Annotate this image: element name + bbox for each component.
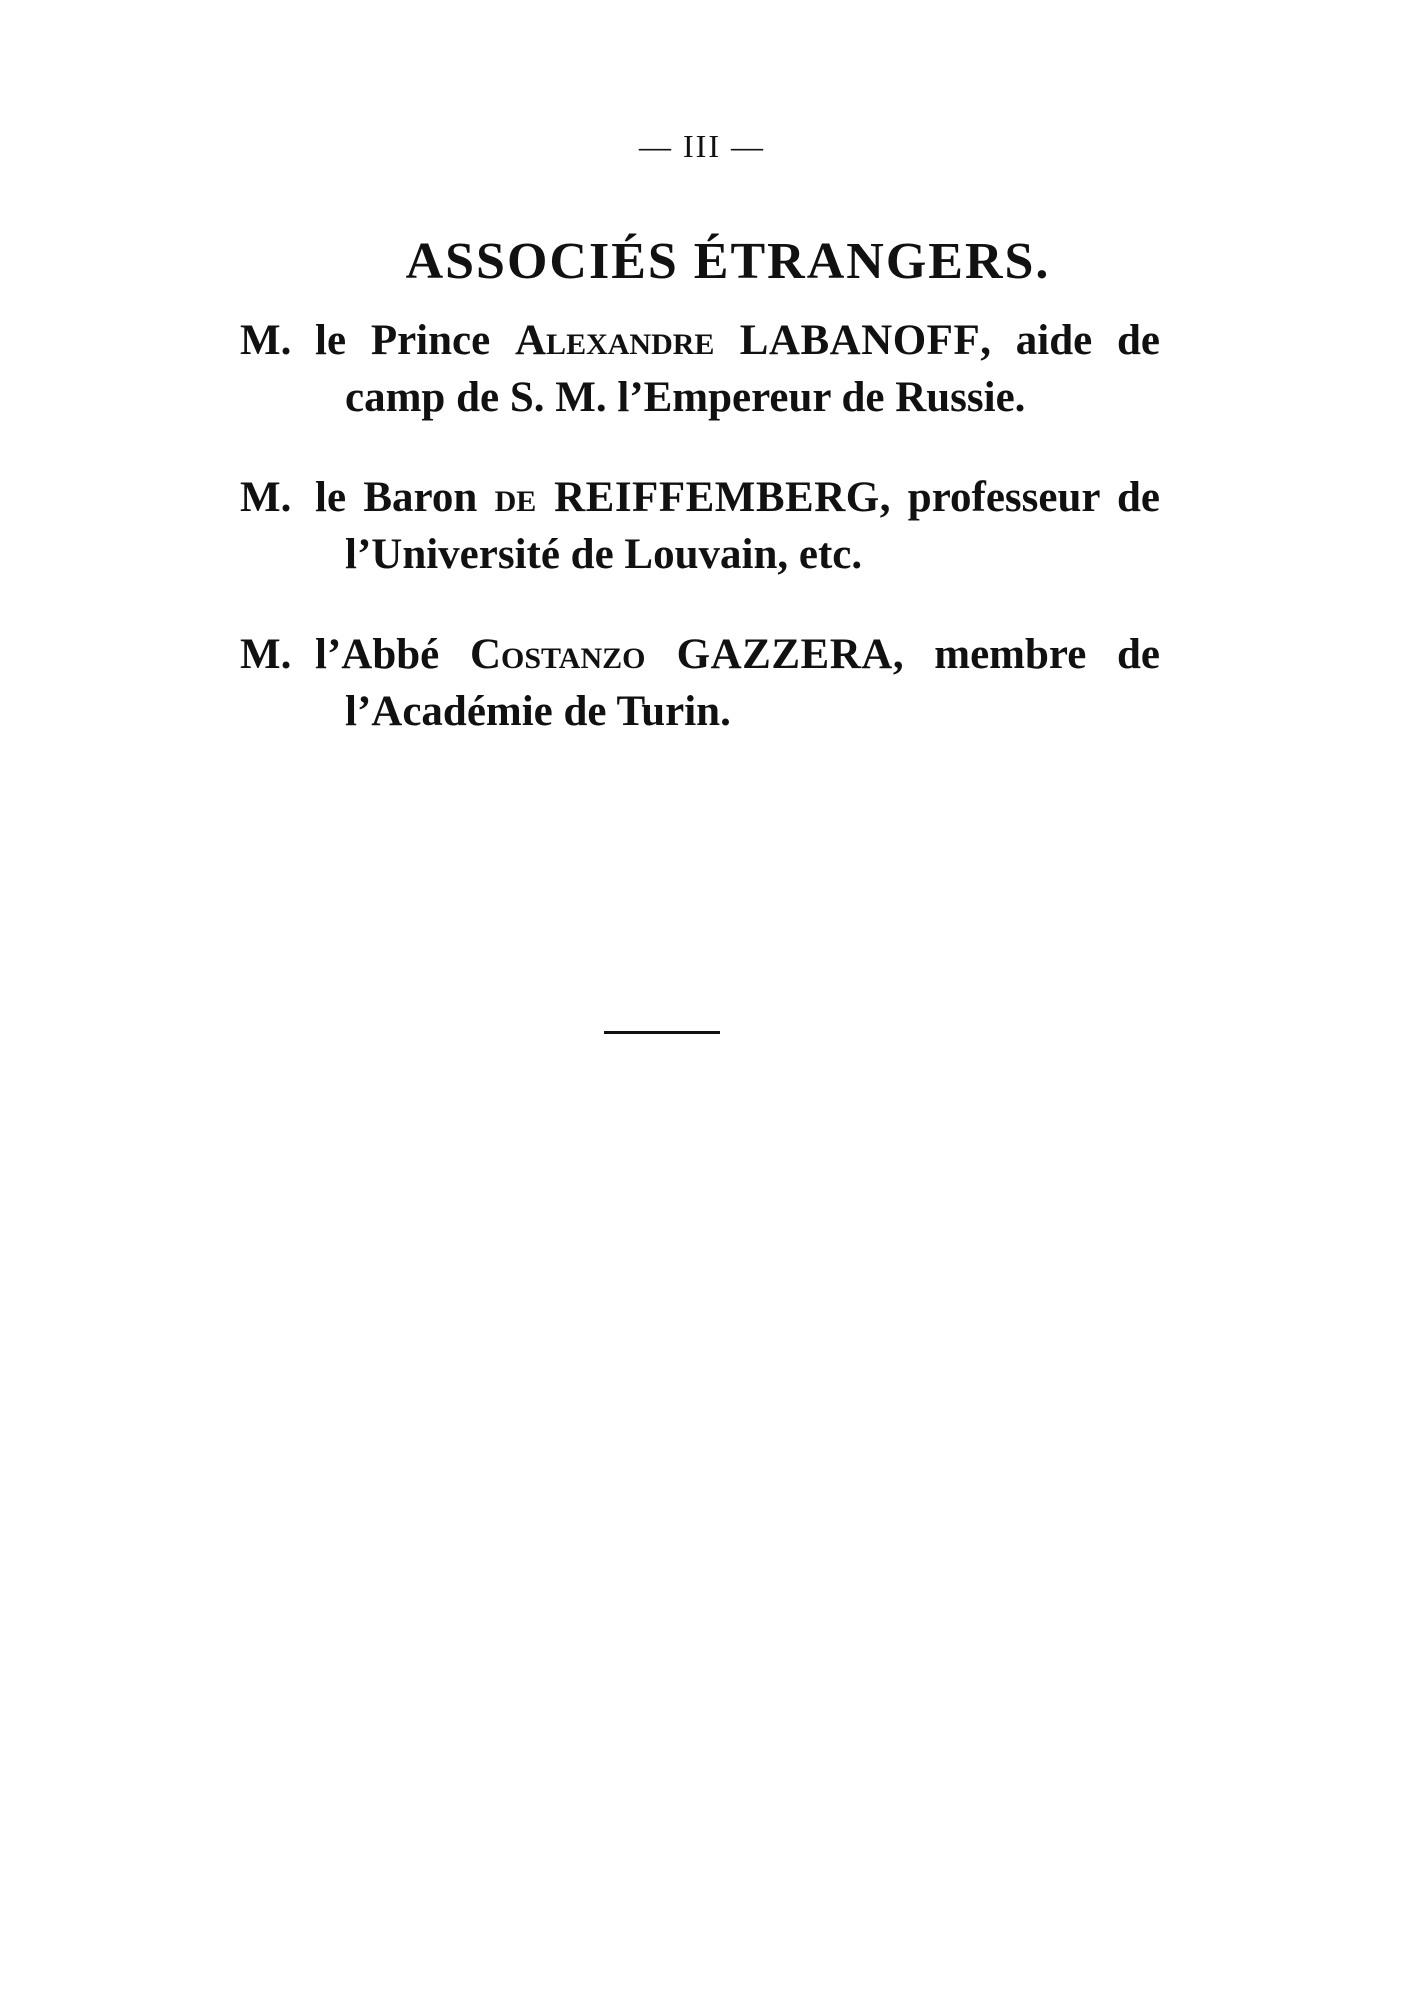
page-number: — III — <box>639 128 765 164</box>
entry-surname: REIFFEMBERG <box>536 474 880 521</box>
entry-given-name: de <box>494 474 537 521</box>
section-divider-rule <box>604 1031 720 1034</box>
entry-title-text: le Baron <box>315 474 495 521</box>
entry-description: , aide de camp de S. M. l’Empereur de Russie. <box>345 317 1160 421</box>
member-list <box>240 312 1160 747</box>
member-entry <box>240 469 1160 583</box>
entry-description: , professeur de l’Université de Louvain, etc. <box>345 474 1161 578</box>
section-title: ASSOCIÉS ÉTRANGERS. <box>405 233 1051 290</box>
entry-prefix: M. <box>240 317 292 364</box>
member-entry <box>240 626 1160 740</box>
entry-description: , membre de l’Académie de Turin. <box>345 631 1160 735</box>
entry-title-text: l’Abbé <box>315 631 470 678</box>
entry-surname: GAZZERA <box>645 631 893 678</box>
entry-title-text: le Prince <box>315 317 515 364</box>
entry-surname: LABANOFF <box>714 317 981 364</box>
entry-given-name: Alexandre <box>515 317 715 364</box>
entry-prefix: M. <box>240 474 292 521</box>
entry-given-name: Costanzo <box>469 631 646 678</box>
member-entry <box>240 312 1160 426</box>
entry-prefix: M. <box>240 631 292 678</box>
